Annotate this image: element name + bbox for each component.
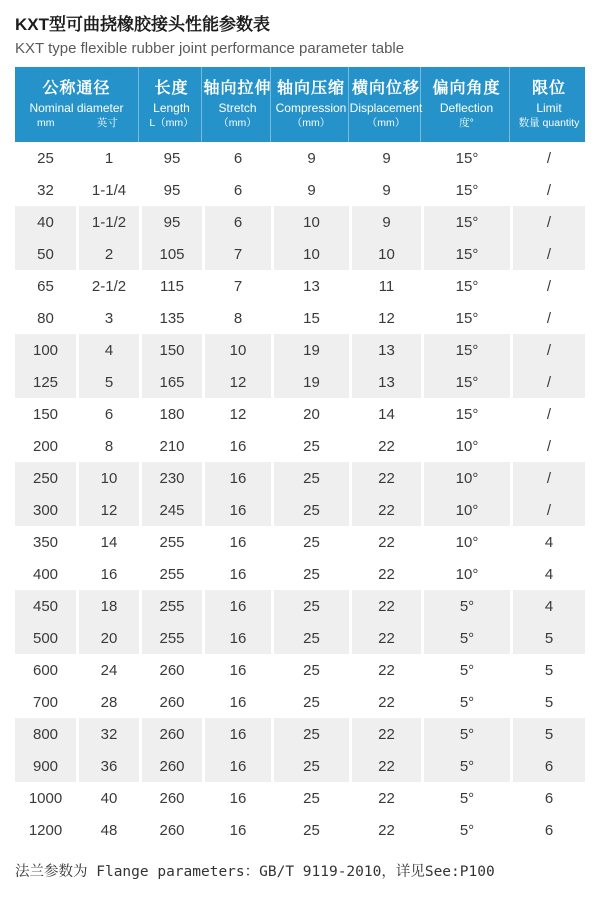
table-cell: 5° xyxy=(459,693,475,711)
header-nominal-diameter xyxy=(15,67,139,142)
table-cell: 25 xyxy=(274,462,349,494)
table-row xyxy=(15,174,585,206)
table-row xyxy=(15,398,585,430)
table-cell: 13 xyxy=(352,366,421,398)
header-label-zh: 横向位移 xyxy=(352,80,421,97)
table-cell: 16 xyxy=(229,693,247,711)
header-label-en: Displacement xyxy=(349,101,423,115)
table-cell: 700 xyxy=(32,693,59,711)
table-cell: / xyxy=(546,309,552,327)
table-cell: 5° xyxy=(424,750,510,782)
table-cell: 5° xyxy=(459,821,475,839)
table-cell: 125 xyxy=(15,366,76,398)
table-row xyxy=(15,782,585,814)
table-row xyxy=(15,750,585,782)
table-cell: 13 xyxy=(352,334,421,366)
table-cell: 10 xyxy=(79,462,139,494)
table-cell: 19 xyxy=(274,334,349,366)
table-row xyxy=(15,334,585,366)
table-cell: / xyxy=(546,405,552,423)
table-cell: 65 xyxy=(37,277,54,295)
table-cell: 5° xyxy=(459,661,475,679)
table-cell: 4 xyxy=(79,334,139,366)
table-cell: 250 xyxy=(15,462,76,494)
table-cell: 105 xyxy=(142,238,202,270)
table-row xyxy=(15,494,585,526)
table-row xyxy=(15,654,585,686)
table-cell: 1000 xyxy=(28,789,63,807)
table-body xyxy=(15,142,585,846)
table-cell: / xyxy=(513,366,585,398)
table-cell: 24 xyxy=(100,661,118,679)
table-cell: 16 xyxy=(229,533,247,551)
table-cell: 9 xyxy=(352,206,421,238)
table-cell: 3 xyxy=(104,309,114,327)
table-cell: 80 xyxy=(37,309,54,327)
table-cell: 25 xyxy=(303,789,320,807)
table-row xyxy=(15,462,585,494)
table-cell: 4 xyxy=(544,533,554,551)
header-label-zh: 长度 xyxy=(154,80,189,97)
table-cell: 19 xyxy=(274,366,349,398)
table-cell: 25 xyxy=(274,718,349,750)
table-row xyxy=(15,142,585,174)
table-cell: 16 xyxy=(205,622,271,654)
table-cell: 20 xyxy=(79,622,139,654)
table-cell: 4 xyxy=(513,590,585,622)
table-cell: 16 xyxy=(205,718,271,750)
table-cell: 9 xyxy=(382,149,391,167)
table-cell: 255 xyxy=(142,622,202,654)
table-cell: / xyxy=(513,494,585,526)
table-row xyxy=(15,238,585,270)
table-cell: 22 xyxy=(378,437,395,455)
table-cell: 5 xyxy=(544,693,554,711)
table-cell: 9 xyxy=(307,181,316,199)
table-cell: 22 xyxy=(378,789,395,807)
table-cell: 260 xyxy=(159,693,185,711)
table-cell: 16 xyxy=(205,462,271,494)
table-cell: 5 xyxy=(513,622,585,654)
table-cell: 11 xyxy=(378,277,395,295)
header-label-en: Compression xyxy=(275,101,347,115)
table-cell: 260 xyxy=(142,718,202,750)
table-cell: 600 xyxy=(32,661,59,679)
table-row xyxy=(15,622,585,654)
table-cell: 255 xyxy=(142,590,202,622)
header-sub-unit: （mm） xyxy=(218,117,257,129)
table-cell: 12 xyxy=(378,309,395,327)
table-cell: 6 xyxy=(233,181,243,199)
table-cell: 900 xyxy=(15,750,76,782)
table-cell: 7 xyxy=(233,277,243,295)
table-row xyxy=(15,206,585,238)
table-cell: 22 xyxy=(352,462,421,494)
table-cell: 150 xyxy=(142,334,202,366)
table-cell: 5° xyxy=(424,590,510,622)
header-sub-unit: 度° xyxy=(459,117,474,129)
table-cell: / xyxy=(546,277,552,295)
table-cell: 5 xyxy=(513,718,585,750)
table-cell: 95 xyxy=(142,206,202,238)
table-cell: 300 xyxy=(15,494,76,526)
table-cell: 25 xyxy=(303,533,320,551)
table-row xyxy=(15,430,585,462)
table-cell: 18 xyxy=(79,590,139,622)
table-row xyxy=(15,590,585,622)
table-cell: 10° xyxy=(455,533,479,551)
header-stretch xyxy=(205,67,271,142)
table-cell: 25 xyxy=(303,693,320,711)
table-cell: 230 xyxy=(142,462,202,494)
table-row xyxy=(15,270,585,302)
table-cell: 100 xyxy=(15,334,76,366)
table-cell: 25 xyxy=(303,565,320,583)
table-cell: 260 xyxy=(142,750,202,782)
table-cell: 16 xyxy=(205,750,271,782)
header-label-en: Nominal diameter xyxy=(29,101,124,115)
table-cell: 22 xyxy=(352,494,421,526)
table-cell: 15° xyxy=(455,181,479,199)
title-chinese: KXT型可曲挠橡胶接头性能参数表 xyxy=(15,15,270,34)
table-cell: 7 xyxy=(205,238,271,270)
header-compression xyxy=(274,67,349,142)
table-cell: 350 xyxy=(32,533,59,551)
table-header-row xyxy=(15,67,585,142)
table-row xyxy=(15,302,585,334)
header-label-zh: 轴向拉伸 xyxy=(203,80,272,97)
table-cell: 260 xyxy=(159,789,185,807)
parameter-table xyxy=(15,67,585,846)
table-cell: 10 xyxy=(274,238,349,270)
table-cell: 15° xyxy=(424,334,510,366)
table-cell: 150 xyxy=(32,405,59,423)
table-cell: 12 xyxy=(229,405,247,423)
table-row xyxy=(15,366,585,398)
table-cell: 16 xyxy=(229,821,247,839)
table-row xyxy=(15,526,585,558)
table-cell: 16 xyxy=(229,789,247,807)
table-cell: 16 xyxy=(100,565,118,583)
table-cell: 10 xyxy=(274,206,349,238)
table-cell: 25 xyxy=(274,622,349,654)
table-cell: 6 xyxy=(513,750,585,782)
header-sub-units xyxy=(15,116,138,131)
table-cell: 4 xyxy=(544,565,554,583)
table-cell: 22 xyxy=(378,565,395,583)
table-row xyxy=(15,718,585,750)
table-cell: 48 xyxy=(100,821,118,839)
table-cell: 25 xyxy=(303,821,320,839)
table-row xyxy=(15,686,585,718)
table-cell: 10° xyxy=(455,565,479,583)
table-cell: 95 xyxy=(163,149,181,167)
table-cell: 22 xyxy=(378,821,395,839)
table-cell: 165 xyxy=(142,366,202,398)
table-cell: 16 xyxy=(229,661,247,679)
table-cell: 2 xyxy=(79,238,139,270)
table-cell: 28 xyxy=(100,693,118,711)
table-cell: 10° xyxy=(424,494,510,526)
table-cell: 25 xyxy=(303,437,320,455)
page-title xyxy=(15,12,585,60)
table-cell: 15° xyxy=(424,238,510,270)
table-cell: 22 xyxy=(352,718,421,750)
table-cell: 400 xyxy=(32,565,59,583)
table-cell: 6 xyxy=(104,405,114,423)
table-cell: 200 xyxy=(32,437,59,455)
header-sub-unit: 数量 quantity xyxy=(518,117,580,129)
table-cell: 5° xyxy=(459,789,475,807)
table-cell: 255 xyxy=(159,565,185,583)
table-cell: / xyxy=(513,462,585,494)
table-cell: / xyxy=(513,206,585,238)
table-cell: 95 xyxy=(163,181,181,199)
table-cell: / xyxy=(546,181,552,199)
table-cell: 6 xyxy=(544,821,554,839)
table-cell: 255 xyxy=(159,533,185,551)
table-cell: 5° xyxy=(424,718,510,750)
table-cell: 14 xyxy=(100,533,118,551)
table-cell: 50 xyxy=(15,238,76,270)
table-cell: 22 xyxy=(378,533,395,551)
table-cell: 15° xyxy=(455,405,479,423)
header-label-en: Length xyxy=(153,101,190,115)
table-cell: 10 xyxy=(205,334,271,366)
table-cell: 8 xyxy=(233,309,243,327)
table-cell: 1 xyxy=(104,149,114,167)
flange-parameters-note: 法兰参数为 Flange parameters：GB/T 9119-2010，详见See:P100 xyxy=(15,864,495,880)
header-label-zh: 限位 xyxy=(531,80,566,97)
table-cell: 12 xyxy=(79,494,139,526)
table-cell: 40 xyxy=(15,206,76,238)
table-cell: 260 xyxy=(159,661,185,679)
header-sub-inch: 英寸 xyxy=(96,117,118,129)
header-sub-unit: （mm） xyxy=(291,117,331,129)
table-cell: / xyxy=(546,437,552,455)
header-sub-unit: L（mm） xyxy=(149,117,194,129)
table-cell: 25 xyxy=(274,750,349,782)
table-cell: / xyxy=(513,238,585,270)
table-cell: 6 xyxy=(205,206,271,238)
header-label-zh: 公称通径 xyxy=(42,80,111,97)
header-deflection xyxy=(424,67,510,142)
table-cell: 180 xyxy=(159,405,185,423)
table-cell: 10 xyxy=(352,238,421,270)
table-cell: 32 xyxy=(37,181,54,199)
table-cell: 22 xyxy=(378,693,395,711)
table-cell: 800 xyxy=(15,718,76,750)
table-cell: 210 xyxy=(159,437,185,455)
header-label-en: Stretch xyxy=(218,101,257,115)
header-limit xyxy=(513,67,585,142)
table-cell: 14 xyxy=(378,405,395,423)
table-cell: 115 xyxy=(160,277,184,295)
table-cell: 13 xyxy=(303,277,320,295)
table-cell: 15° xyxy=(424,366,510,398)
table-cell: 16 xyxy=(205,494,271,526)
table-cell: 25 xyxy=(37,149,54,167)
table-cell: 5 xyxy=(544,661,554,679)
header-label-en: Deflection xyxy=(439,101,494,115)
header-sub-unit: （mm） xyxy=(366,117,406,129)
table-cell: 25 xyxy=(303,661,320,679)
header-label-zh: 偏向角度 xyxy=(432,80,501,97)
table-cell: 22 xyxy=(352,622,421,654)
table-cell: / xyxy=(546,149,552,167)
table-cell: 12 xyxy=(205,366,271,398)
table-cell: 5° xyxy=(424,622,510,654)
header-displacement xyxy=(349,67,423,142)
table-cell: 22 xyxy=(352,750,421,782)
table-cell: 16 xyxy=(229,565,247,583)
header-sub-mm: mm xyxy=(37,117,55,129)
table-cell: 15° xyxy=(455,149,479,167)
table-cell: 36 xyxy=(79,750,139,782)
table-cell: 20 xyxy=(303,405,320,423)
table-cell: 15° xyxy=(424,206,510,238)
table-cell: 10° xyxy=(455,437,479,455)
header-label-zh: 轴向压缩 xyxy=(276,80,345,97)
table-cell: 1200 xyxy=(28,821,63,839)
table-cell: 260 xyxy=(159,821,185,839)
table-cell: / xyxy=(513,334,585,366)
table-cell: 10° xyxy=(424,462,510,494)
table-cell: 32 xyxy=(79,718,139,750)
title-english: KXT type flexible rubber joint performance parameter table xyxy=(15,40,405,57)
table-cell: 16 xyxy=(205,590,271,622)
table-cell: 40 xyxy=(100,789,118,807)
header-length xyxy=(142,67,202,142)
table-cell: 6 xyxy=(544,789,554,807)
table-cell: 25 xyxy=(274,590,349,622)
table-cell: 135 xyxy=(159,309,185,327)
table-cell: 16 xyxy=(229,437,247,455)
table-cell: 245 xyxy=(142,494,202,526)
table-cell: 15° xyxy=(455,309,479,327)
table-cell: 22 xyxy=(352,590,421,622)
table-cell: 9 xyxy=(307,149,316,167)
table-cell: 500 xyxy=(15,622,76,654)
table-row xyxy=(15,814,585,846)
table-cell: 2-1/2 xyxy=(91,277,127,295)
table-cell: 1-1/4 xyxy=(91,181,127,199)
table-cell: 1-1/2 xyxy=(79,206,139,238)
table-cell: 450 xyxy=(15,590,76,622)
table-cell: 15 xyxy=(303,309,320,327)
table-cell: 25 xyxy=(274,494,349,526)
table-cell: 15° xyxy=(455,277,479,295)
table-cell: 22 xyxy=(378,661,395,679)
table-cell: 6 xyxy=(233,149,243,167)
table-cell: 9 xyxy=(382,181,391,199)
table-row xyxy=(15,558,585,590)
table-cell: 8 xyxy=(104,437,114,455)
header-label-en: Limit xyxy=(536,101,562,115)
table-cell: 5 xyxy=(79,366,139,398)
